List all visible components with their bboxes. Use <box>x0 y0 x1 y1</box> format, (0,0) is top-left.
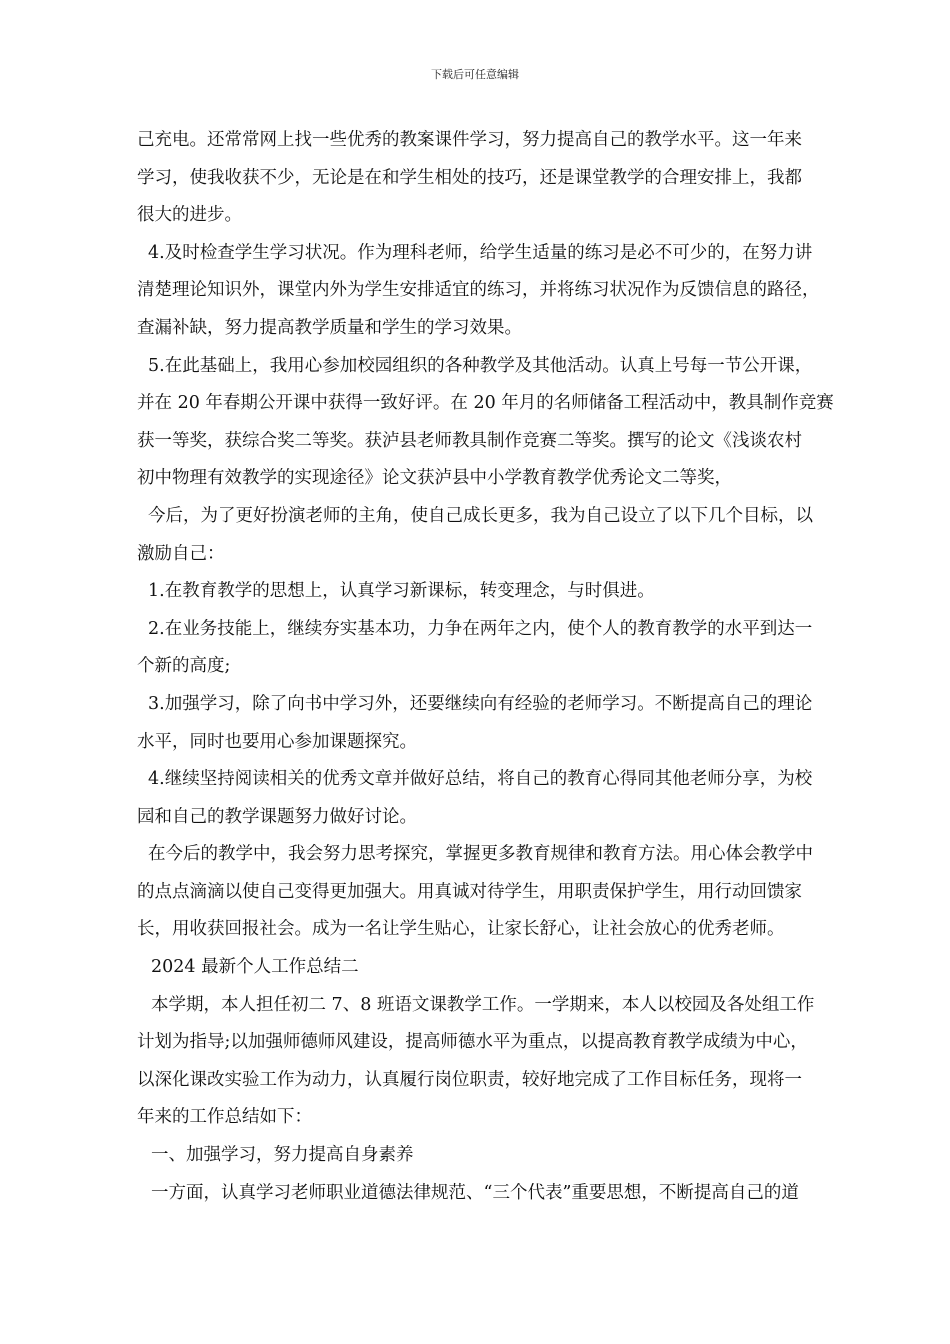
text-line: 清楚理论知识外，课堂内外为学生安排适宜的练习，并将练习状况作为反馈信息的路径， <box>137 280 820 301</box>
text-line: 很大的进步。 <box>137 205 242 226</box>
paragraph-start: 本学期，本人担任初二 7、8 班语文课教学工作。一学期来，本人以校园及各处组工作 <box>151 994 815 1015</box>
paragraph-start: 在今后的教学中，我会努力思考探究，掌握更多教育规律和教育方法。用心体会教学中 <box>148 844 813 865</box>
text-line: 以深化课改实验工作为动力，认真履行岗位职责，较好地完成了工作目标任务，现将一 <box>137 1069 802 1090</box>
paragraph-start: 一方面，认真学习老师职业道德法律规范、“三个代表”重要思想，不断提高自己的道 <box>151 1182 799 1203</box>
text-line: 学习，使我收获不少，无论是在和学生相处的技巧，还是课堂教学的合理安排上，我都 <box>137 167 802 188</box>
text-line: 己充电。还常常网上找一些优秀的教案课件学习，努力提高自己的教学水平。这一年来 <box>137 130 802 150</box>
paragraph-start: 3.加强学习，除了向书中学习外，还要继续向有经验的老师学习。不断提高自己的理论 <box>148 693 813 714</box>
subsection-heading: 一、加强学习，努力提高自身素养 <box>151 1145 414 1166</box>
paragraph-start: 1.在教育教学的思想上，认真学习新课标，转变理念，与时俱进。 <box>148 581 655 602</box>
paragraph-start: 5.在此基础上，我用心参加校园组织的各种教学及其他活动。认真上号每一节公开课， <box>148 355 813 376</box>
paragraph-start: 今后，为了更好扮演老师的主角，使自己成长更多，我为自己设立了以下几个目标，以 <box>148 505 813 526</box>
paragraph-start: 2.在业务技能上，继续夯实基本功，力争在两年之内，使个人的教育教学的水平到达一 <box>148 618 813 639</box>
text-line: 查漏补缺，努力提高教学质量和学生的学习效果。 <box>137 317 522 338</box>
paragraph-start: 4.及时检查学生学习状况。作为理科老师，给学生适量的练习是必不可少的，在努力讲 <box>148 242 813 263</box>
text-line: 年来的工作总结如下： <box>137 1107 312 1128</box>
text-line: 计划为指导;以加强师德师风建设，提高师德水平为重点，以提高教育教学成绩为中心， <box>137 1032 808 1053</box>
text-line: 并在 20 年春期公开课中获得一致好评。在 20 年月的名师储备工程活动中，教具制作竞赛 <box>137 393 834 414</box>
text-line: 长，用收获回报社会。成为一名让学生贴心，让家长舒心，让社会放心的优秀老师。 <box>137 919 785 940</box>
page-header-note: 下载后可任意编辑 <box>431 68 519 81</box>
text-line: 激励自己： <box>137 543 225 564</box>
text-line: 初中物理有效教学的实现途径》论文获泸县中小学教育教学优秀论文二等奖， <box>137 468 732 489</box>
text-line: 获一等奖，获综合奖二等奖。获泸县老师教具制作竞赛二等奖。撰写的论文《浅谈农村 <box>137 430 802 451</box>
section-heading: 2024 最新个人工作总结二 <box>151 957 359 978</box>
document-body <box>137 122 885 1212</box>
text-line: 园和自己的教学课题努力做好讨论。 <box>137 806 417 827</box>
text-line: 的点点滴滴以使自己变得更加强大。用真诚对待学生，用职责保护学生，用行动回馈家 <box>137 881 802 902</box>
text-line: 水平，同时也要用心参加课题探究。 <box>137 731 417 752</box>
paragraph-start: 4.继续坚持阅读相关的优秀文章并做好总结，将自己的教育心得同其他老师分享，为校 <box>148 769 813 790</box>
text-line: 个新的高度; <box>137 656 231 677</box>
